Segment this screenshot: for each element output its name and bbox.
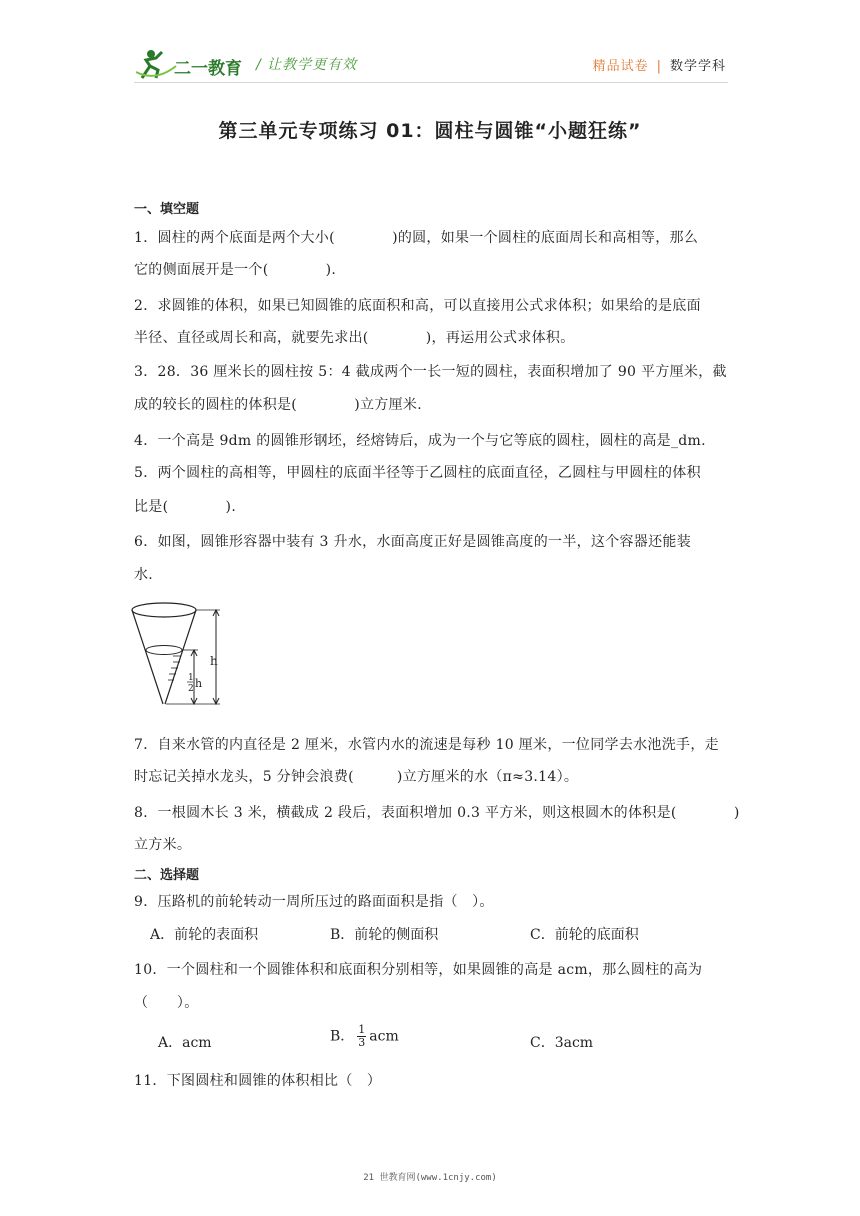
label-half-num: 1 bbox=[188, 673, 194, 683]
question-1-line-1: 1．圆柱的两个底面是两个大小( )的圆，如果一个圆柱的底面周长和高相等，那么 bbox=[134, 230, 699, 246]
cone-diagram bbox=[126, 598, 230, 710]
question-8-line-1: 8．一根圆木长 3 米，横截成 2 段后，表面积增加 0.3 平方米，则这根圆木的体积是( ) bbox=[134, 805, 740, 821]
label-h: h bbox=[210, 654, 218, 668]
question-10-line-2: （ ）。 bbox=[134, 995, 199, 1011]
header-divider bbox=[134, 82, 728, 83]
question-2-line-2: 半径、直径或周长和高，就要先求出( )，再运用公式求体积。 bbox=[134, 330, 575, 346]
question-3-line-1: 3．28．36 厘米长的圆柱按 5：4 截成两个一长一短的圆柱，表面积增加了 90 平方厘米，截 bbox=[134, 364, 727, 380]
option-b-prefix: B． bbox=[330, 1028, 355, 1045]
question-4: 4．一个高是 9dm 的圆锥形钢坯，经熔铸后，成为一个与它等底的圆柱，圆柱的高是_dm. bbox=[134, 433, 706, 449]
question-10-option-a: A．acm bbox=[158, 1035, 212, 1051]
question-9-option-b: B．前轮的侧面积 bbox=[330, 927, 439, 943]
question-9: 9．压路机的前轮转动一周所压过的路面面积是指（ ）。 bbox=[134, 894, 494, 910]
tag-quality-paper: 精品试卷 bbox=[592, 59, 649, 74]
logo-runner-icon bbox=[136, 48, 248, 82]
question-1-line-2: 它的侧面展开是一个( ). bbox=[134, 262, 337, 278]
question-7-line-2: 时忘记关掉水龙头，5 分钟会浪费( )立方厘米的水（π≈3.14）。 bbox=[134, 769, 579, 785]
logo bbox=[136, 48, 248, 82]
question-5-line-2: 比是( ). bbox=[134, 499, 237, 515]
fraction-denominator: 3 bbox=[358, 1036, 366, 1049]
question-6-line-1: 6．如图，圆锥形容器中装有 3 升水，水面高度正好是圆锥高度的一半，这个容器还能装 bbox=[134, 534, 692, 550]
question-11: 11．下图圆柱和圆锥的体积相比（ ） bbox=[134, 1073, 382, 1089]
question-10-option-c: C．3acm bbox=[530, 1035, 594, 1051]
header-tags bbox=[593, 55, 726, 74]
question-10-option-b bbox=[330, 1024, 399, 1049]
tag-separator: | bbox=[656, 59, 662, 74]
option-b-suffix: acm bbox=[369, 1028, 399, 1045]
label-half-h: h bbox=[195, 677, 203, 690]
tag-subject: 数学学科 bbox=[669, 59, 726, 74]
question-8-line-2: 立方米。 bbox=[134, 837, 192, 853]
section-heading-fill: 一、填空题 bbox=[134, 202, 200, 217]
section-heading-choice: 二、选择题 bbox=[134, 868, 200, 883]
question-2-line-1: 2．求圆锥的体积，如果已知圆锥的底面积和高，可以直接用公式求体积；如果给的是底面 bbox=[134, 298, 701, 314]
fraction-one-third bbox=[357, 1024, 366, 1049]
svg-text:二一教育: 二一教育 bbox=[174, 59, 242, 79]
cone-figure bbox=[126, 598, 230, 710]
question-9-option-a: A．前轮的表面积 bbox=[150, 927, 259, 943]
fraction-numerator: 1 bbox=[358, 1023, 366, 1036]
page-title: 第三单元专项练习 01：圆柱与圆锥“小题狂练” bbox=[218, 120, 642, 142]
page-footer: 21 世教育网(www.1cnjy.com) bbox=[363, 1173, 497, 1183]
header-slogan: / 让教学更有效 bbox=[256, 57, 358, 73]
question-7-line-1: 7．自来水管的内直径是 2 厘米，水管内水的流速是每秒 10 厘米，一位同学去水池洗手，走 bbox=[134, 737, 719, 753]
label-half-den: 2 bbox=[188, 684, 194, 694]
question-10-line-1: 10．一个圆柱和一个圆锥体积和底面积分别相等，如果圆锥的高是 acm，那么圆柱的高为 bbox=[134, 962, 703, 978]
question-6-line-2: 水. bbox=[134, 567, 154, 583]
question-3-line-2: 成的较长的圆柱的体积是( )立方厘米. bbox=[134, 397, 422, 413]
question-9-option-c: C．前轮的底面积 bbox=[530, 927, 639, 943]
question-5-line-1: 5．两个圆柱的高相等，甲圆柱的底面半径等于乙圆柱的底面直径，乙圆柱与甲圆柱的体积 bbox=[134, 465, 701, 481]
